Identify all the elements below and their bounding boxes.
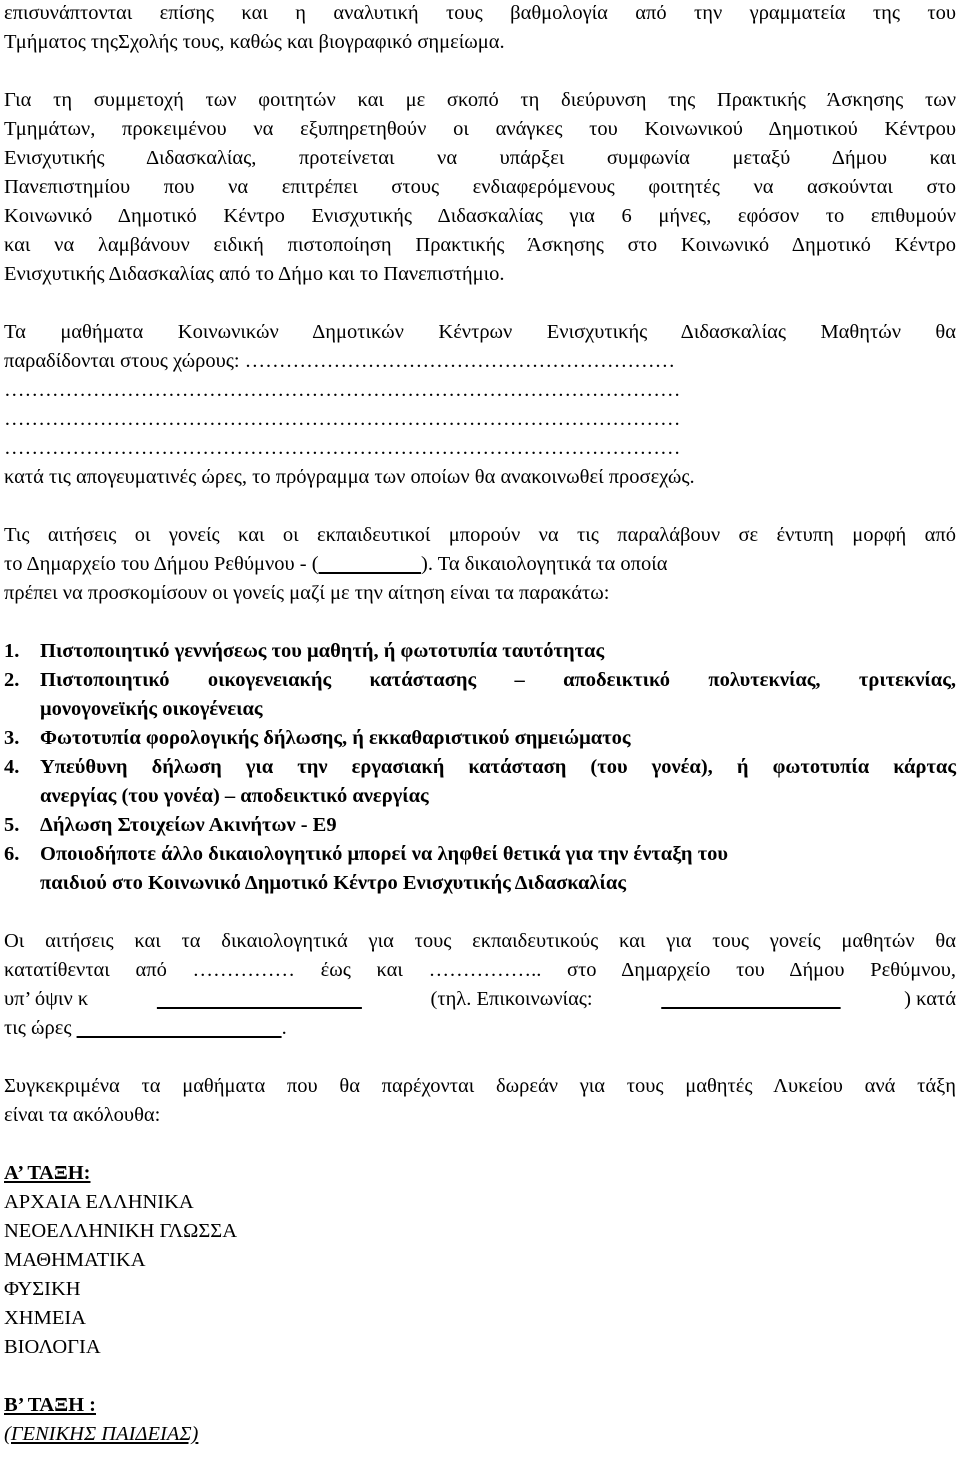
list-item: Οποιοδήποτε άλλο δικαιολογητικό μπορεί να ληφθεί θετικά για την ένταξη του (40, 843, 729, 865)
paragraph-line: κατά τις απογευματινές ώρες, το πρόγραμμα των οποίων θα ανακοινωθεί προσεχώς. (4, 466, 695, 488)
paragraph-line: Τμήματος τηςΣχολής τους, καθώς και βιογραφικό σημείωμα. (4, 31, 505, 53)
paragraph-line: πρέπει να προσκομίσουν οι γονείς μαζί με την αίτηση είναι τα παρακάτω: (4, 582, 610, 604)
paragraph-line: Οι αιτήσεις και τα δικαιολογητικά για τους εκπαιδευτικούς και για τους γονείς μαθητών θα (4, 930, 956, 952)
text-span: ). Τα δικαιολογητικά τα οποία (421, 553, 668, 575)
paragraph-line: Ενισχυτικής Διδασκαλίας, προτείνεται να υπάρξει συμφωνία μεταξύ Δήμου και (4, 147, 956, 169)
text-span: . (281, 1017, 287, 1039)
paragraph-line: παραδίδονται στους χώρους: ……………………………………………………… (4, 350, 676, 372)
list-item-continuation: ανεργίας (του γονέα) – αποδεικτικό ανεργίας (40, 785, 429, 807)
list-item: Υπεύθυνη δήλωση για την εργασιακή κατάσταση (του γονέα), ή φωτοτυπία κάρτας (40, 756, 956, 778)
text-span: ) κατά (904, 988, 956, 1010)
blank-field (319, 553, 422, 575)
list-item: Πιστοποιητικό οικογενειακής κατάστασης – αποδεικτικό πολυτεκνίας, τριτεκνίας, (40, 669, 956, 691)
blank-field (661, 988, 840, 1011)
paragraph-line: Τις αιτήσεις οι γονείς και οι εκπαιδευτικοί μπορούν να τις παραλάβουν σε έντυπη μορφή από (4, 524, 956, 546)
paragraph-line: και να λαμβάνουν ειδική πιστοποίηση Πρακτικής Άσκησης στο Κοινωνικό Δημοτικό Κέντρο (4, 234, 956, 256)
paragraph-line (4, 553, 956, 576)
paragraph-line: επισυνάπτονται επίσης και η αναλυτική τους βαθμολογία από την γραμματεία της του (4, 2, 956, 24)
paragraph-line: Ενισχυτικής Διδασκαλίας από το Δήμο και το Πανεπιστήμιο. (4, 263, 505, 285)
text-span: υπ’ όψιν κ (4, 988, 94, 1010)
list-number: 4. (4, 756, 20, 778)
list-item: Δήλωση Στοιχείων Ακινήτων - Ε9 (40, 814, 337, 836)
blank-field (157, 988, 362, 1011)
paragraph-line (4, 1017, 287, 1040)
blank-field (77, 1017, 282, 1039)
class-b-subheading: (ΓΕΝΙΚΗΣ ΠΑΙΔΕΙΑΣ) (4, 1423, 199, 1445)
class-b-heading: Β’ ΤΑΞΗ : (4, 1394, 96, 1416)
text-span: τις ώρες (4, 1017, 77, 1039)
dotted-fill-line: ……………………………………………………………………………………… (4, 379, 681, 401)
class-a-heading: Α’ ΤΑΞΗ: (4, 1162, 91, 1184)
paragraph-line: Για τη συμμετοχή των φοιτητών και με σκοπό τη διεύρυνση της Πρακτικής Άσκησης των (4, 89, 956, 111)
subject-item: ΒΙΟΛΟΓΙΑ (4, 1336, 101, 1358)
subject-item: ΦΥΣΙΚΗ (4, 1278, 81, 1300)
paragraph-line: κατατίθενται από …………… έως και …………….. στο Δημαρχείο του Δήμου Ρεθύμνου, (4, 959, 956, 981)
list-number: 3. (4, 727, 20, 749)
paragraph-line: είναι τα ακόλουθα: (4, 1104, 161, 1126)
text-span: το Δημαρχείο του Δήμου Ρεθύμνου - ( (4, 553, 319, 575)
list-item: Φωτοτυπία φορολογικής δήλωσης, ή εκκαθαριστικού σημειώματος (40, 727, 631, 749)
list-number: 5. (4, 814, 20, 836)
list-item: Πιστοποιητικό γεννήσεως του μαθητή, ή φωτοτυπία ταυτότητας (40, 640, 605, 662)
list-item-continuation: μονογονεϊκής οικογένειας (40, 698, 263, 720)
dotted-fill-line: ……………………………………………………………………………………… (4, 437, 681, 459)
list-item-continuation: παιδιού στο Κοινωνικό Δημοτικό Κέντρο Ενισχυτικής Διδασκαλίας (40, 872, 626, 894)
text-span: (τηλ. Επικοινωνίας: (425, 988, 598, 1010)
paragraph-line: Τα μαθήματα Κοινωνικών Δημοτικών Κέντρων Ενισχυτικής Διδασκαλίας Μαθητών θα (4, 321, 956, 343)
paragraph-line: Τμημάτων, προκειμένου να εξυπηρετηθούν οι ανάγκες του Κοινωνικού Δημοτικού Κέντρου (4, 118, 956, 140)
list-number: 2. (4, 669, 20, 691)
subject-item: ΜΑΘΗΜΑΤΙΚΑ (4, 1249, 146, 1271)
dotted-fill-line: ……………………………………………………………………………………… (4, 408, 681, 430)
list-number: 1. (4, 640, 20, 662)
list-number: 6. (4, 843, 20, 865)
paragraph-line (4, 988, 956, 1011)
subject-item: ΑΡΧΑΙΑ ΕΛΛΗΝΙΚΑ (4, 1191, 194, 1213)
subject-item: ΧΗΜΕΙΑ (4, 1307, 86, 1329)
paragraph-line: Πανεπιστημίου που να επιτρέπει στους ενδιαφερόμενους φοιτητές να ασκούνται στο (4, 176, 956, 198)
subject-item: ΝΕΟΕΛΛΗΝΙΚΗ ΓΛΩΣΣΑ (4, 1220, 237, 1242)
paragraph-line: Συγκεκριμένα τα μαθήματα που θα παρέχονται δωρεάν για τους μαθητές Λυκείου ανά τάξη (4, 1075, 956, 1097)
paragraph-line: Κοινωνικό Δημοτικό Κέντρο Ενισχυτικής Διδασκαλίας για 6 μήνες, εφόσον το επιθυμούν (4, 205, 956, 227)
text-span (4, 553, 668, 576)
